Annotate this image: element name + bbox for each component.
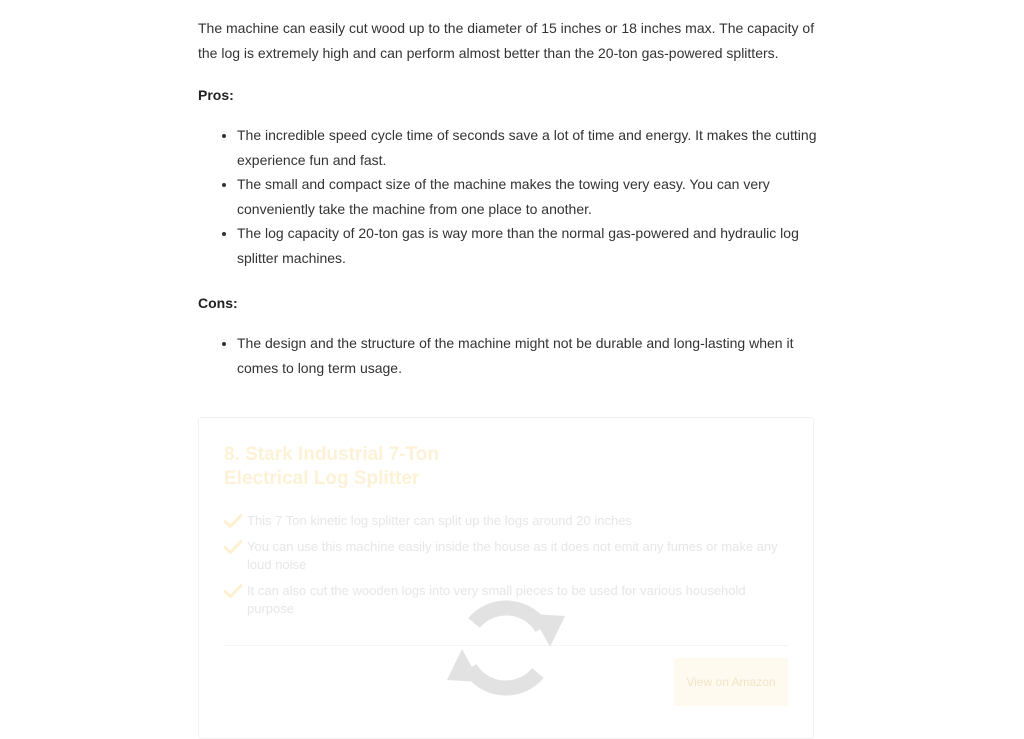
feature-text: This 7 Ton kinetic log splitter can split up the logs around 20 inches [247,513,632,528]
feature-item [224,538,784,574]
list-item: • The log capacity of 20-ton gas is way more than the normal gas-powered and hydraulic log splitter machines. [237,221,827,270]
list-item: • The incredible speed cycle time of seconds save a lot of time and energy. It makes the cutting experience fun and fast. [237,123,827,172]
check-icon [224,514,242,528]
feature-text: It can also cut the wooden logs into very small pieces to be used for various household purpose [247,583,746,616]
pros-heading: Pros: [198,87,234,103]
pros-list [198,123,827,270]
list-item: • The design and the structure of the machine might not be durable and long-lasting when it comes to long term usage. [237,331,827,380]
feature-text: You can use this machine easily inside the house as it does not emit any fumes or make any loud noise [247,539,778,572]
list-item: • The small and compact size of the machine makes the towing very easy. You can very conveniently take the machine from one place to another. [237,172,827,221]
cons-list [198,331,827,380]
view-on-amazon-button[interactable]: View on Amazon [674,658,788,706]
check-icon [224,540,242,554]
check-icon [224,584,242,598]
refresh-icon [446,588,566,708]
feature-item [224,512,784,530]
cons-heading: Cons: [198,295,238,311]
product-title: 8. Stark Industrial 7-Ton Electrical Log Splitter [224,444,440,489]
intro-paragraph: The machine can easily cut wood up to the diameter of 15 inches or 18 inches max. The capacity of the log is extremely high and can perform almost better than the 20-ton gas-powered splitters. [198,20,815,61]
